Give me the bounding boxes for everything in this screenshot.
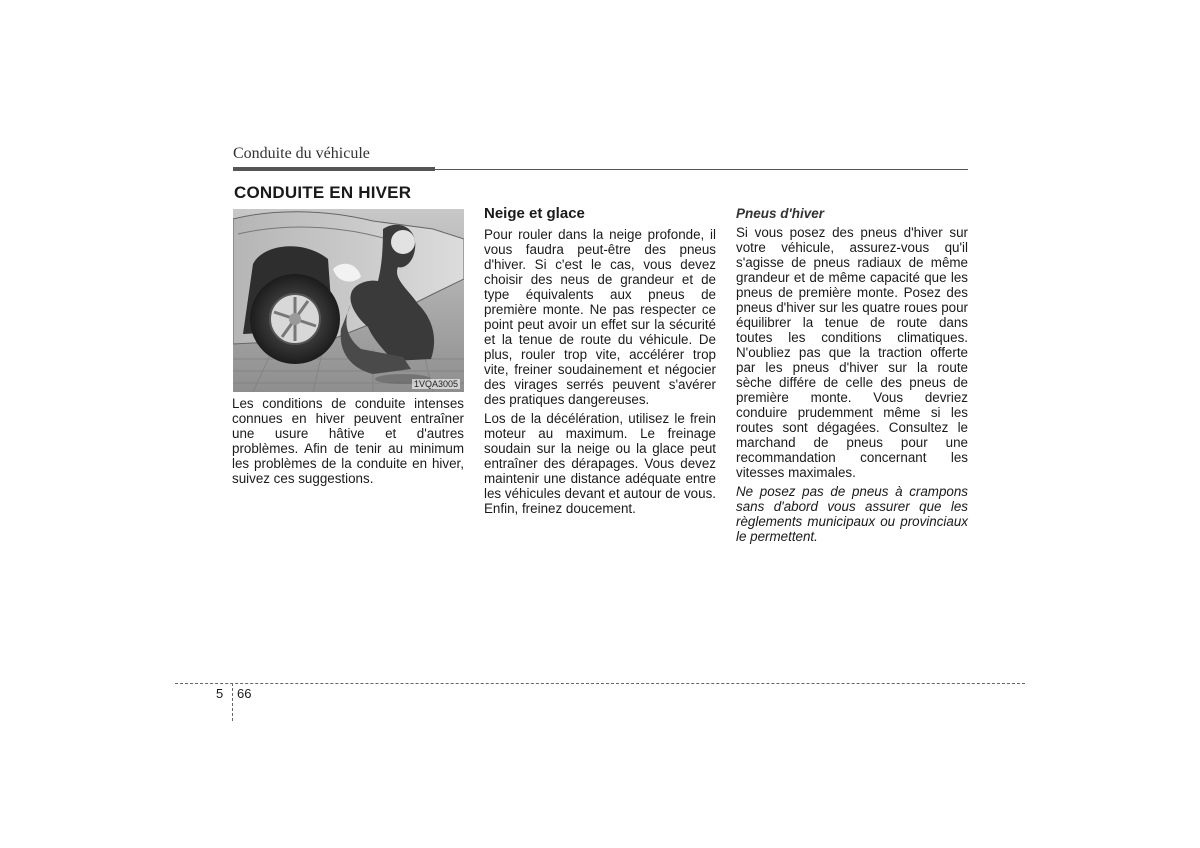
column-intro	[232, 396, 464, 490]
footer-divider	[232, 683, 233, 721]
chapter-number: 5	[216, 686, 224, 701]
footer-rule	[175, 683, 1025, 684]
heading-winter-tires: Pneus d'hiver	[736, 206, 824, 221]
snow-ice-paragraph-2: Los de la décélération, utilisez le frein moteur au maximum. Le freinage soudain sur la neige ou la glace peut entraîner des dérapages. Vous devez maintenir une distance adéquate entre les véhicules devant et autour de vous. Enfin, freinez doucement.	[484, 411, 716, 516]
running-header: Conduite du véhicule	[233, 145, 370, 162]
tire-illustration-graphic	[233, 209, 464, 392]
studded-tires-note: Ne posez pas de pneus à crampons sans d'abord vous assurer que les règlements municipaux ou provinciaux le permettent.	[736, 484, 968, 544]
page-number: 66	[237, 686, 252, 701]
column-snow-ice	[484, 206, 716, 520]
heading-snow-ice: Neige et glace	[484, 205, 585, 222]
section-title: CONDUITE EN HIVER	[234, 183, 412, 202]
winter-tires-paragraph: Si vous posez des pneus d'hiver sur votre véhicule, assurez-vous qu'il s'agisse de pneus radiaux de même grandeur et de même capacité que les pneus de première monte. Posez des pneus d'hiver sur les quatre roues pour équilibrer la tenue de route dans toutes les conditions climatiques. N'oubliez pas que la traction offerte par les pneus d'hiver sur la route sèche différe de celle des pneus de première monte. Vous devriez conduire prudemment même si les routes sont dégagées. Consultez le marchand de pneus pour une recommandation concernant les vitesses maximales.	[736, 225, 968, 480]
figure-code: 1VQA3005	[413, 379, 458, 389]
intro-paragraph: Les conditions de conduite intenses connues en hiver peuvent entraîner une usure hâtive et d'autres problèmes. Afin de tenir au minimum les problèmes de la conduite en hiver, suivez ces suggestions.	[232, 396, 464, 486]
winter-tire-illustration	[233, 209, 464, 392]
column-winter-tires	[736, 206, 968, 548]
snow-ice-paragraph-1: Pour rouler dans la neige profonde, il vous faudra peut-être des pneus d'hiver. Si c'est le cas, vous devez choisir des neus de grandeur et de type équivalents aux pneus de première monte. Ne pas respecter ce point peut avoir un effet sur la sécurité et la tenue de route du véhicule. De plus, rouler trop vite, accélérer trop vite, freiner soudainement et négocier des virages serrés peuvent s'avérer des pratiques dangereuses.	[484, 227, 716, 407]
header-rule	[435, 169, 968, 170]
header-bar	[233, 167, 435, 171]
